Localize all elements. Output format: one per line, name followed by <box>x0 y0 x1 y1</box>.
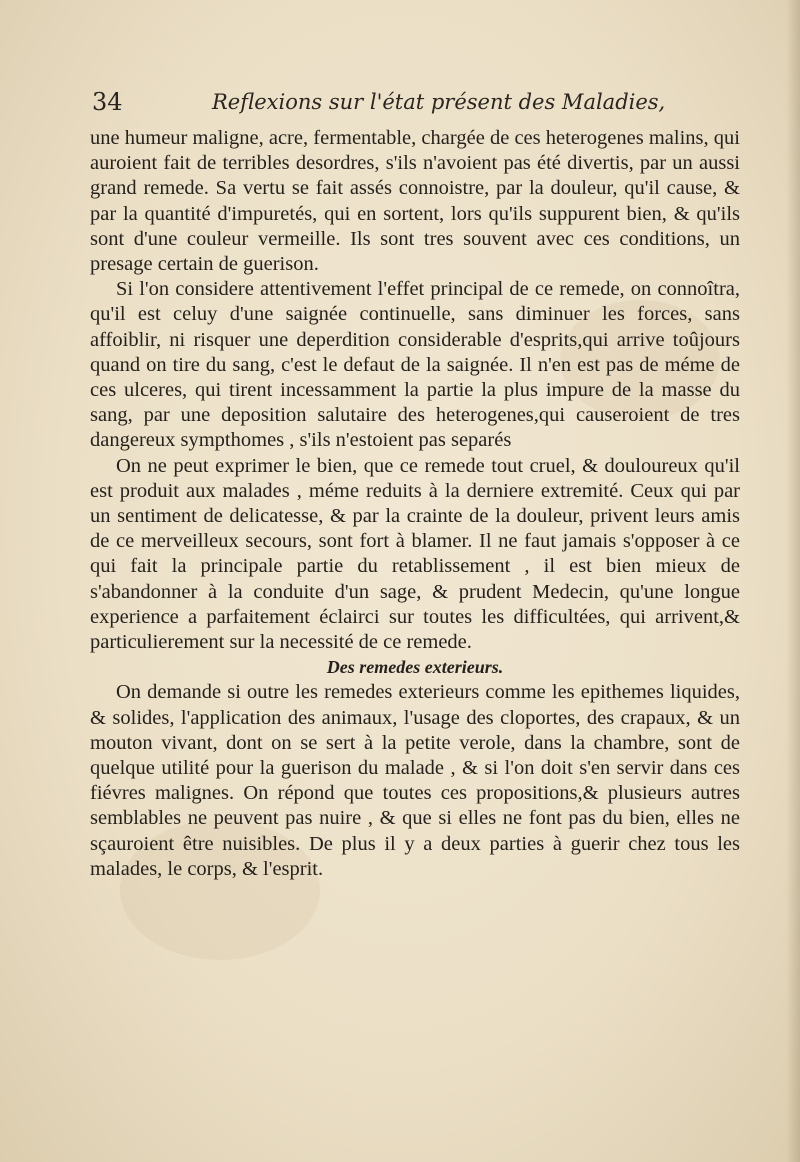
body-text <box>90 126 740 882</box>
paragraph: Si l'on considere attentivement l'effet principal de ce remede, on connoîtra, qu'il est celuy d'une saignée continuelle, sans diminuer les forces, sans affoiblir, ni risquer une deperdition considerable d'esprits,qui arrive toûjours quand on tire du sang, c'est le defaut de la saignée. Il n'en est pas de méme de ces ulceres, qui tirent incessamment la partie la plus impure de la masse du sang, par une deposition salutaire des heterogenes,qui causeroient de tres dangereux sympthomes , s'ils n'estoient pas separés <box>90 278 740 452</box>
running-title: Reflexions sur l'état présent des Maladies, <box>212 90 666 114</box>
section-heading: Des remedes exterieurs. <box>326 657 504 678</box>
paragraph: On demande si outre les remedes exterieurs comme les epithemes liquides, & solides, l'application des animaux, l'usage des cloportes, des crapaux, & un mouton vivant, dont on se sert à la petite verole, dans la chambre, sont de quelque utilité pour la guerison du malade , & si l'on doit s'en servir dans ces fiévres malignes. On répond que toutes ces propositions,& plusieurs autres semblables ne peuvent pas nuire , & que si elles ne font pas du bien, elles ne sçauroient être nuisibles. De plus il y a deux parties à guerir chez tous les malades, le corps, & l'esprit. <box>90 681 740 880</box>
paragraph: On ne peut exprimer le bien, que ce remede tout cruel, & douloureux qu'il est produit aux malades , méme reduits à la derniere extremité. Ceux qui par un sentiment de delicatesse, & par la crainte de la douleur, privent leurs amis de ce merveilleux secours, sont fort à blamer. Il ne faut jamais s'opposer à ce qui fait la principale partie du retablissement , il est bien mieux de s'abandonner à la conduite d'un sage, & prudent Medecin, qu'une longue experience a parfaitement éclairci sur toutes les difficultées, qui arrivent,& particulierement sur la necessité de ce remede. <box>90 454 740 654</box>
page-number: 34 <box>92 88 123 116</box>
page-edge-shadow <box>786 0 800 1162</box>
paragraph: une humeur maligne, acre, fermentable, chargée de ces heterogenes malins, qui auroient fait de terribles desordres, s'ils n'avoient pas été divertis, par un aussi grand remede. Sa vertu se fait assés connoistre, par la douleur, qu'il cause, & par la quantité d'impuretés, qui en sortent, lors qu'ils suppurent bien, & qu'ils sont d'une couleur vermeille. Ils sont tres souvent avec ces conditions, un presage certain de guerison. <box>90 127 740 276</box>
page-header <box>92 88 666 122</box>
